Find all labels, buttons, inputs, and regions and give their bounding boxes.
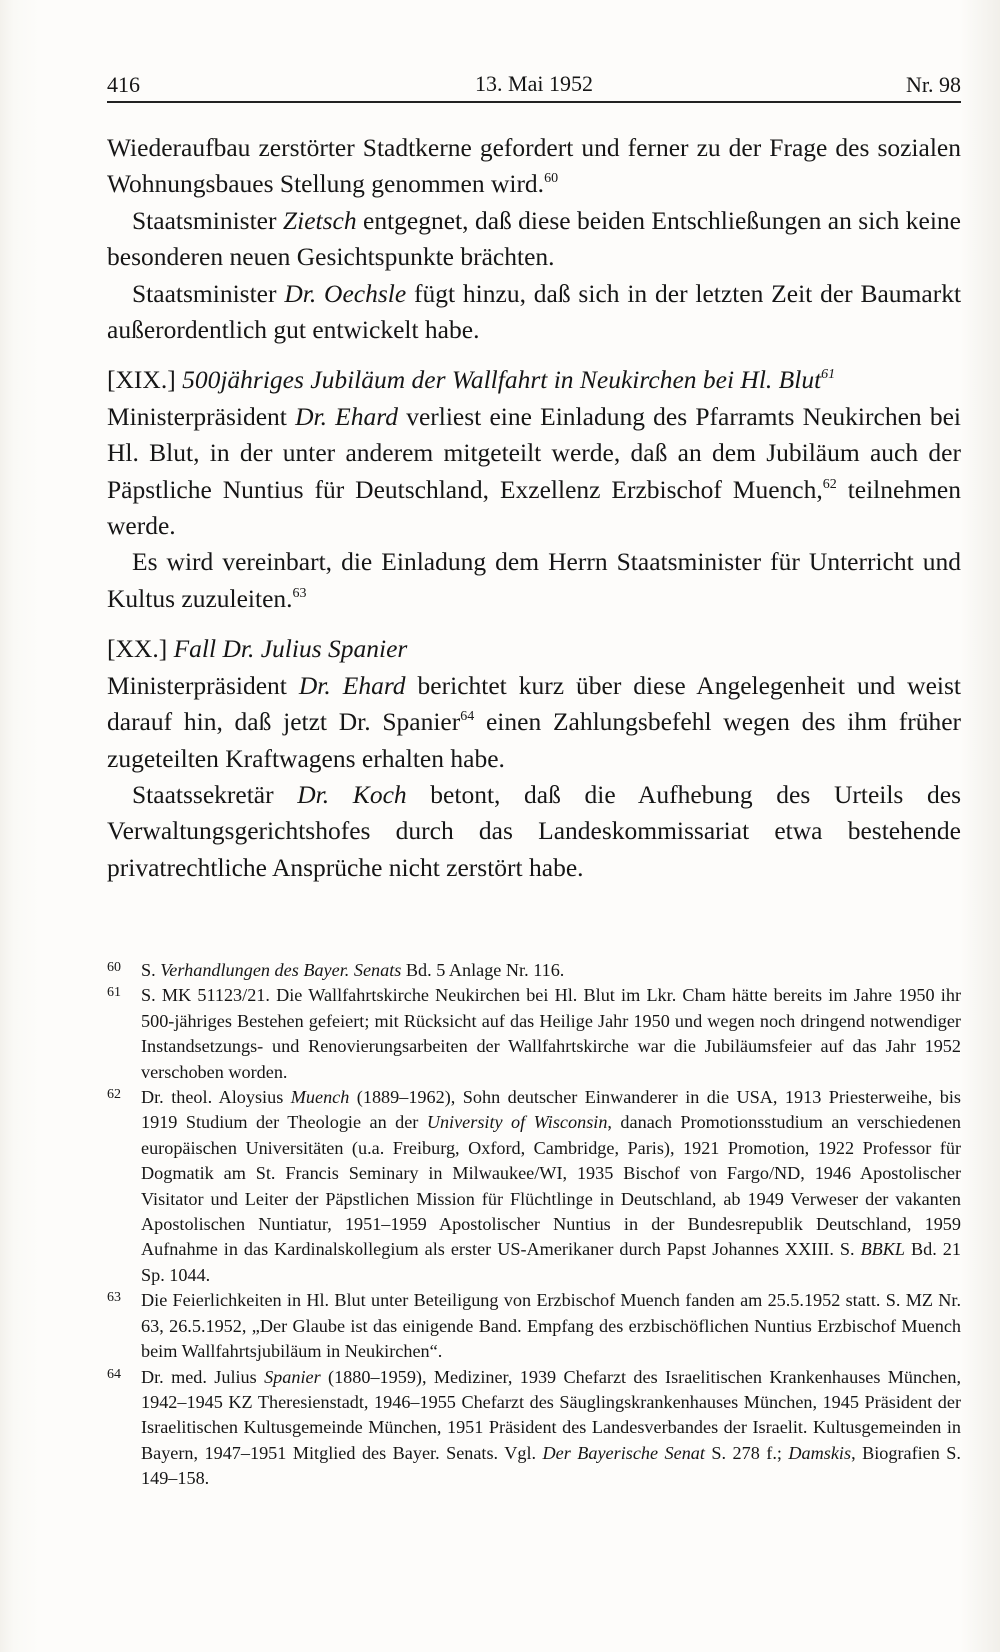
footnote-ref-60[interactable]: 60 [544, 171, 559, 187]
footnote-number: 61 [107, 985, 121, 1001]
source-title: BBKL [860, 1239, 906, 1260]
footnote-60: 60 S. Verhandlungen des Bayer. Senats Bd. 5 Anlage Nr. 116. [107, 960, 565, 980]
source-title: Damskis [788, 1442, 852, 1463]
paragraph: Staatsminister Dr. Oechsle fügt hinzu, daß sich in der letzten Zeit der Baumarkt außerordentlich gut entwickelt habe. [107, 278, 962, 345]
source-title: Verhandlungen des Bayer. Senats [160, 960, 402, 980]
footnote-number: 64 [107, 1366, 121, 1382]
footnote-number: 63 [107, 1290, 121, 1306]
footnote-62: 62 Dr. theol. Aloysius Muench (1889–1962), Sohn deutscher Einwanderer in die USA, 1913 Priesterweihe, bis 1919 Studium der Theologie an der University of Wisconsin, danach Promotionsstudium an verschiedenen europäischen Universitäten (u.a. Freiburg, Oxford, Cambridge, Paris), 1921 Promotion, 1922 Professor für Dogmatik am St. Francis Seminary in Milwaukee/WI, 1935 Bischof von Fargo/ND, 1946 Apostolischer Visitator und Leiter der Päpstlichen Mission für Flüchtlinge in Deutschland, ab 1949 Verweser der vakanten Apostolischen Nuntiatur, 1951–1959 Apostolischer Nuntius in der Bundesrepublik Deutschland, 1959 Aufnahme in das Kardinalskollegium als erster US-Amerikaner durch Papst Johannes XXIII. S. BBKL Bd. 21 Sp. 1044. [107, 1087, 961, 1285]
footnote-61: 61 S. MK 51123/21. Die Wallfahrtskirche Neukirchen bei Hl. Blut im Lkr. Cham hätte bereits im Jahre 1950 ihr 500-jähriges Bestehen gefeiert; mit Rücksicht auf das Heilige Jahr 1950 und wegen noch dringend notwendiger Instandsetzungs- und Renovierungsarbeiten der Wallfahrtskirche war die Jubiläumsfeier auf das Jahr 1952 verschoben worden. [107, 985, 961, 1082]
section-title: 500jähriges Jubiläum der Wallfahrt in Neukirchen bei Hl. Blut [175, 365, 822, 395]
source-title: Der Bayerische Senat [542, 1442, 705, 1463]
person-name: Dr. Ehard [298, 670, 406, 700]
footnote-number: 62 [107, 1087, 121, 1103]
paragraph: Staatssekretär Dr. Koch betont, daß die Aufhebung des Urteils des Verwaltungsgerichtshofes durch das Landeskommissariat etwa bestehende privatrechtliche Ansprüche nicht zerstört habe. [107, 779, 961, 882]
issue-number: Nr. 98 [906, 72, 961, 97]
paragraph: Es wird vereinbart, die Einladung dem Herrn Staatsminister für Unterricht und Kultus zuzuleiten.$^{63}$ [107, 547, 961, 613]
section-number: [XIX.] [107, 365, 176, 395]
footnotes [107, 958, 961, 1492]
institution-name: University of Wisconsin [426, 1112, 608, 1133]
footnote-64: 64 Dr. med. Julius Spanier (1880–1959), Mediziner, 1939 Chefarzt des Israelitischen Krankenhauses München, 1942–1945 KZ Theresienstadt, 1946–1955 Chefarzt des Säuglingskrankenhauses München, 1945 Präsident der Israelitischen Kultusgemeinde München, 1951 Präsident des Landesverbandes der Israelit. Kultusgemeinden in Bayern, 1947–1951 Mitglied des Bayer. Senats. Vgl. Der Bayerische Senat S. 278 f.; Damskis, Biografien S. 149–158. [107, 1366, 962, 1489]
page-number: 416 [107, 72, 140, 97]
person-name: Zietsch [282, 205, 357, 235]
footnote-ref-64[interactable]: 64 [460, 709, 475, 725]
person-name: Dr. Ehard [295, 401, 398, 431]
paragraph: Wiederaufbau zerstörter Stadtkerne gefordert und ferner zu der Frage des sozialen Wohnungsbaues Stellung genommen wird.$^{60}$ [107, 133, 961, 199]
footnote-ref-61[interactable]: 61 [821, 367, 836, 383]
running-header [107, 64, 961, 103]
person-name: Dr. Oechsle [284, 278, 407, 308]
section-heading-xix [107, 362, 961, 398]
footnote-number: 60 [107, 960, 121, 975]
main-text [107, 130, 961, 886]
paragraph: Ministerpräsident Dr. Ehard berichtet kurz über diese Angelegenheit und weist darauf hin, daß jetzt Dr. Spanier$^{64}$ einen Zahlungsbefehl wegen des ihm früher zugeteilten Kraftwagens erhalten habe. [107, 670, 962, 773]
person-name: Muench [290, 1087, 350, 1108]
footnote-ref-62[interactable]: 62 [822, 476, 837, 492]
section-heading-xx [107, 631, 961, 667]
footnote-63: 63 Die Feierlichkeiten in Hl. Blut unter Beteiligung von Erzbischof Muench fanden am 25.5.1952 statt. S. MZ Nr. 63, 26.5.1952, „Der Glaube ist das einigende Band. Empfang des erzbischöflichen Nuntius Erzbischof Muench beim Wallfahrtsjubiläum in Neukirchen“. [107, 1290, 961, 1362]
footnote-ref-63[interactable]: 63 [292, 585, 307, 601]
section-number: [XX.] [107, 634, 168, 664]
paragraph: Staatsminister Zietsch entgegnet, daß diese beiden Entschließungen an sich keine besonderen neuen Gesichtspunkte brächten. [107, 205, 962, 272]
person-name: Dr. Koch [297, 779, 407, 809]
person-name: Spanier [264, 1366, 321, 1387]
header-date: 13. Mai 1952 [475, 71, 593, 96]
section-title: Fall Dr. Julius Spanier [167, 634, 408, 664]
paragraph: Ministerpräsident Dr. Ehard verliest eine Einladung des Pfarramts Neukirchen bei Hl. Blut, in der unter anderem mitgeteilt werde, daß an dem Jubiläum auch der Päpstliche Nuntius für Deutschland, Exzellenz Erzbischof Muench,$^{62}$ teilnehmen werde. [107, 401, 961, 541]
